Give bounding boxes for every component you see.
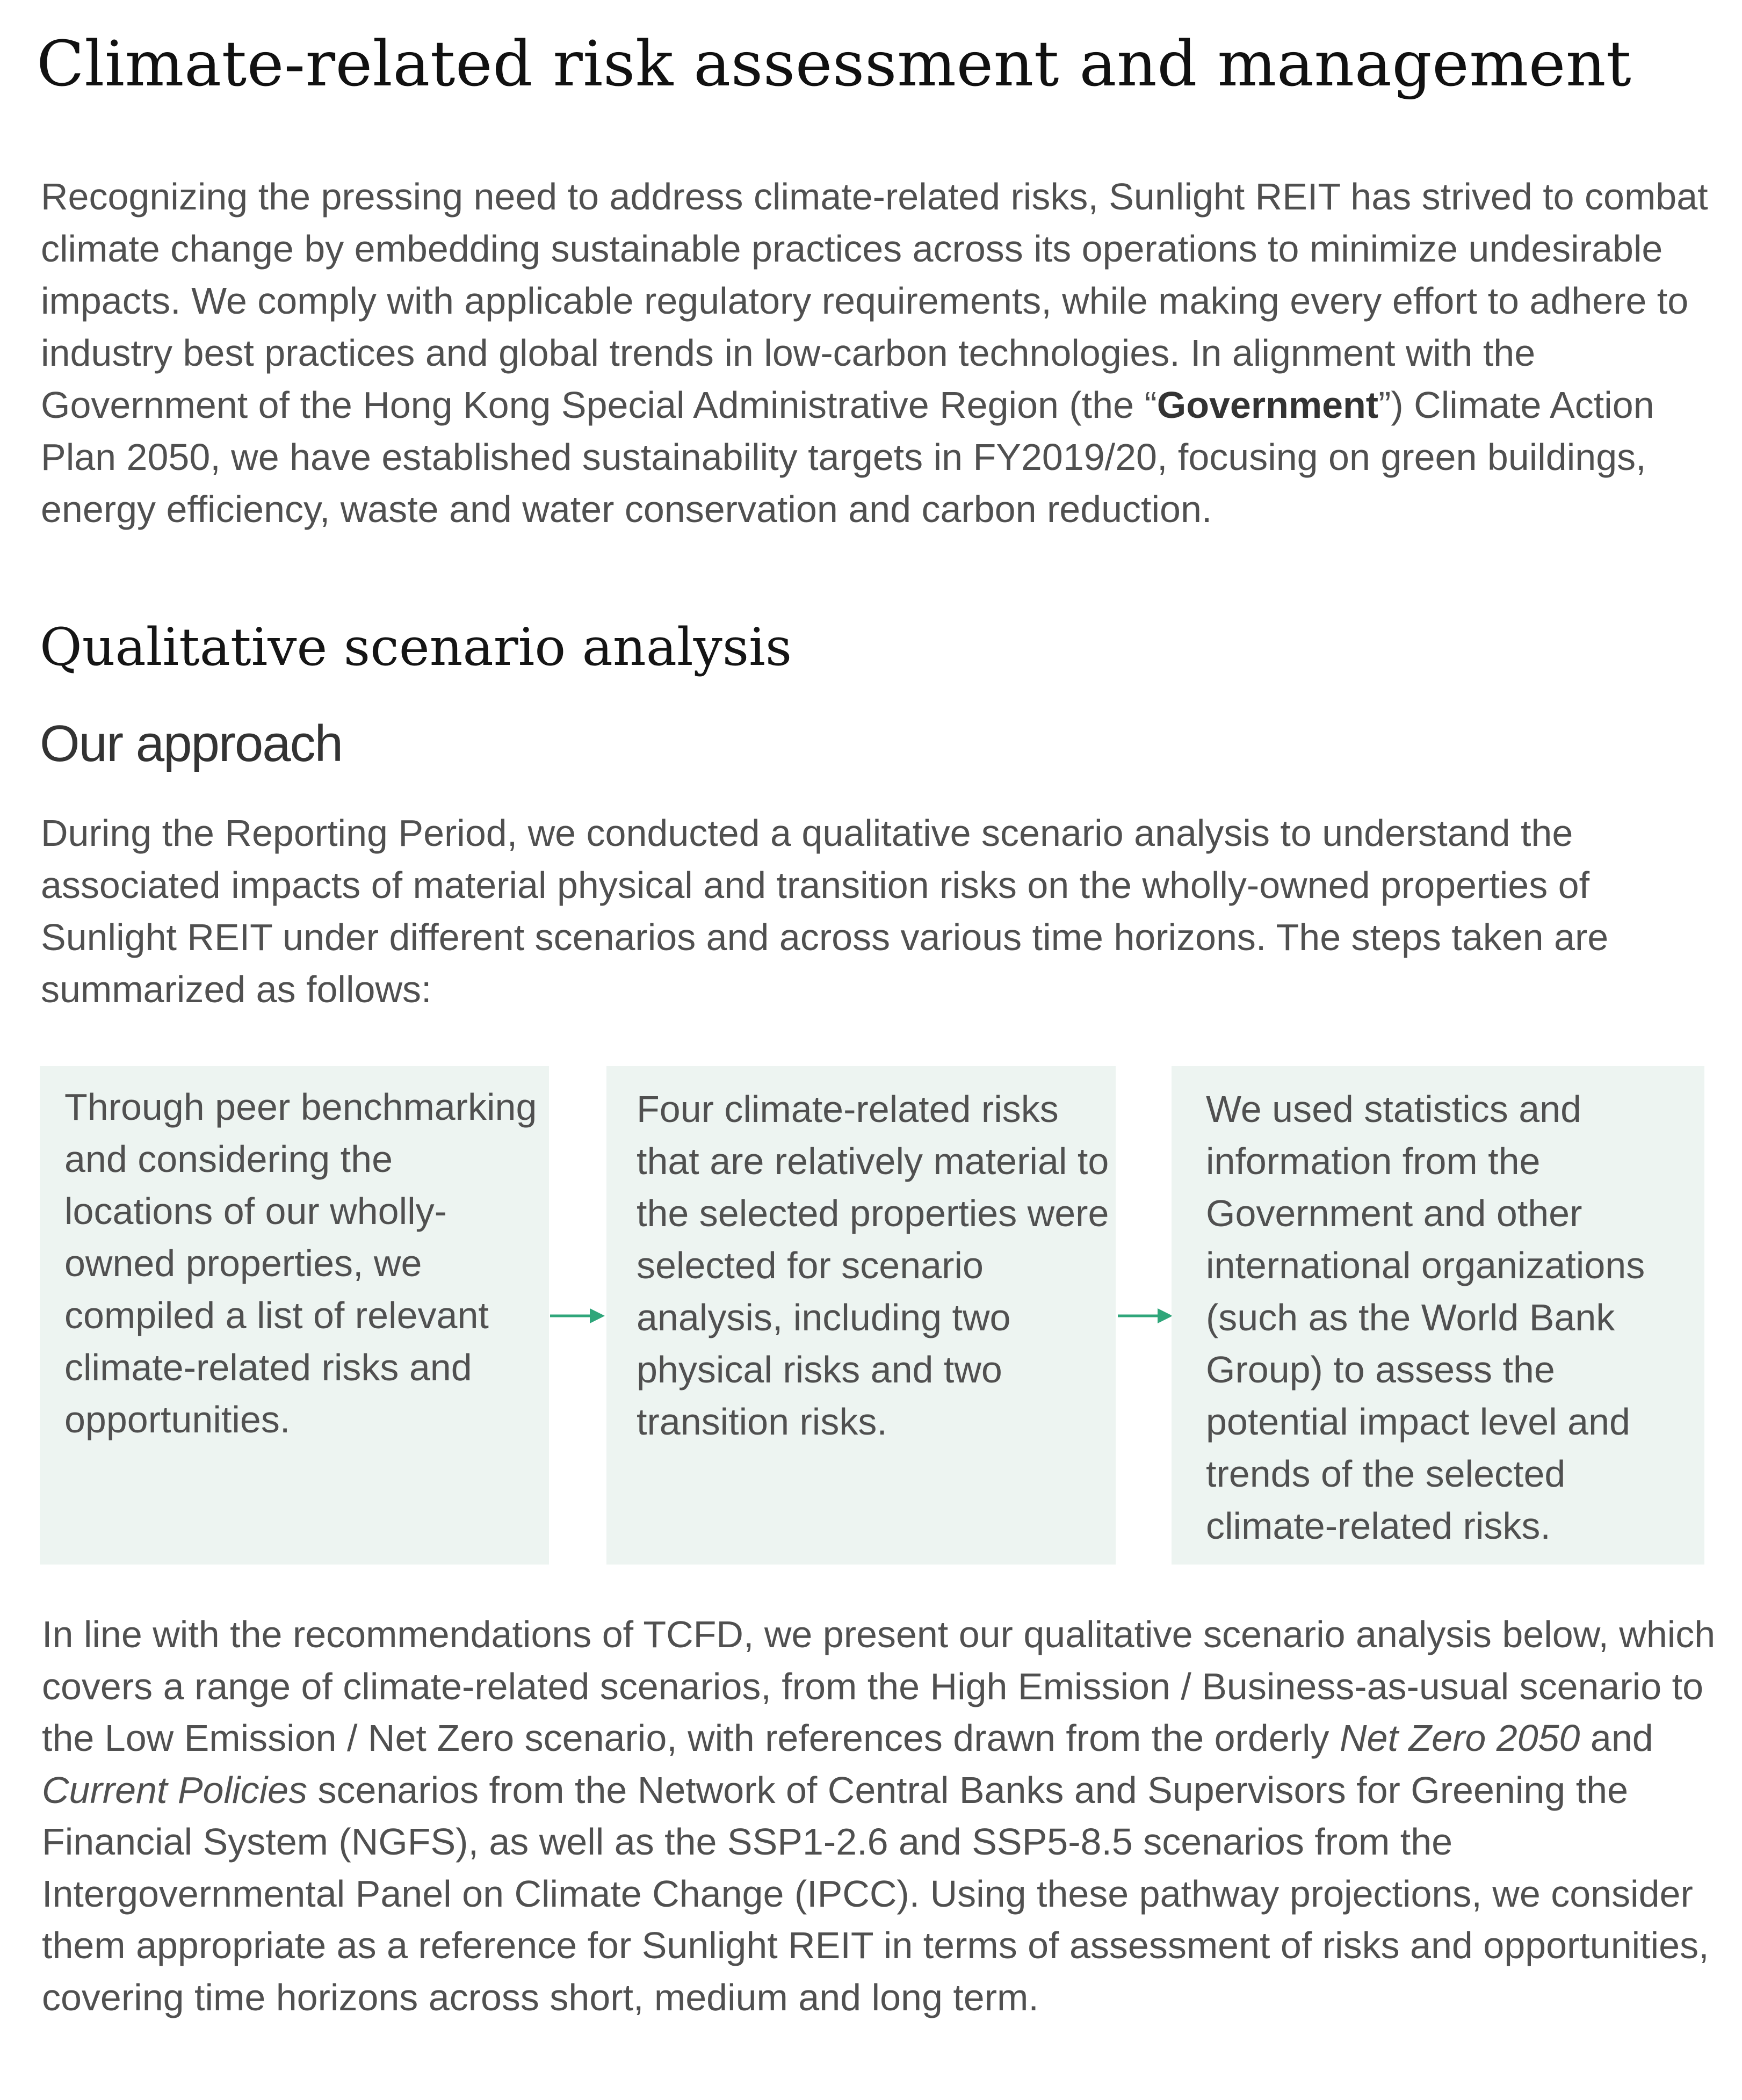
subsection-heading: Our approach — [40, 715, 343, 772]
step-box-2 — [606, 1066, 1116, 1565]
closing-section — [42, 1609, 1739, 2023]
step-box-3 — [1172, 1066, 1704, 1565]
closing-text-3: scenarios from the Network of Central Banks and Supervisors for Greening the Financial System (NGFS), as well as the SSP1-2.6 and SSP5-8.5 scenarios from the Intergovernmental Panel on Climate Change (IPCC). Using these pathway projections, we consider them appropriate as a reference for Sunlight REIT in terms of assessment of risks and opportunities, covering time horizons across short, medium and long term. — [42, 1769, 1709, 2018]
step-text-2: Four climate-related risks that are relatively material to the selected properties were selected for scenario analysis, including two physical risks and two transition risks. — [637, 1088, 1109, 1443]
closing-text-2: and — [1580, 1717, 1653, 1759]
step-text-1: Through peer benchmarking and considering the locations of our wholly-owned properties, we compiled a list of relevant climate-related risks and opportunities. — [64, 1086, 537, 1440]
step-text-3: We used statistics and information from the Government and other international organizations (such as the World Bank Group) to assess the potential impact level and trends of the selected climate-related risks. — [1206, 1088, 1645, 1547]
closing-italic-current-policies: Current Policies — [42, 1769, 308, 1811]
arrow-right-icon — [548, 1305, 607, 1327]
intro-paragraph — [41, 171, 1711, 535]
intro-text-before: Recognizing the pressing need to address climate-related risks, Sunlight REIT has strived to combat climate change by embedding sustainable practices across its operations to minimize undesirable impacts. We comply with applicable regulatory requirements, while making every effort to adhere to industry best practices and global trends in low-carbon technologies. In alignment with the Government of the Hong Kong Special Administrative Region (the “ — [41, 176, 1708, 426]
approach-paragraph: During the Reporting Period, we conducted a qualitative scenario analysis to understand the associated impacts of material physical and transition risks on the wholly-owned properties of Sunlight REIT under different scenarios and across various time horizons. The steps taken are summarized as follows: — [41, 812, 1609, 1010]
section-heading: Qualitative scenario analysis — [40, 617, 792, 677]
closing-text-1: In line with the recommendations of TCFD, we present our qualitative scenario analysis below, which covers a range of climate-related scenarios, from the High Emission / Business-as-usual scenario to the Low Emission / Net Zero scenario, with references drawn from the orderly — [42, 1613, 1716, 1759]
page-title: Climate-related risk assessment and management — [37, 28, 1632, 100]
intro-bold-term: Government — [1156, 384, 1379, 426]
intro-text-after: ”) Climate Action Plan 2050, we have established sustainability targets in FY2019/20, focusing on green buildings, energy efficiency, waste and water conservation and carbon reduction. — [41, 384, 1654, 530]
closing-paragraph — [42, 1609, 1739, 2023]
closing-italic-net-zero: Net Zero 2050 — [1340, 1717, 1580, 1759]
arrow-right-icon — [1116, 1305, 1175, 1327]
step-box-1 — [40, 1066, 549, 1565]
